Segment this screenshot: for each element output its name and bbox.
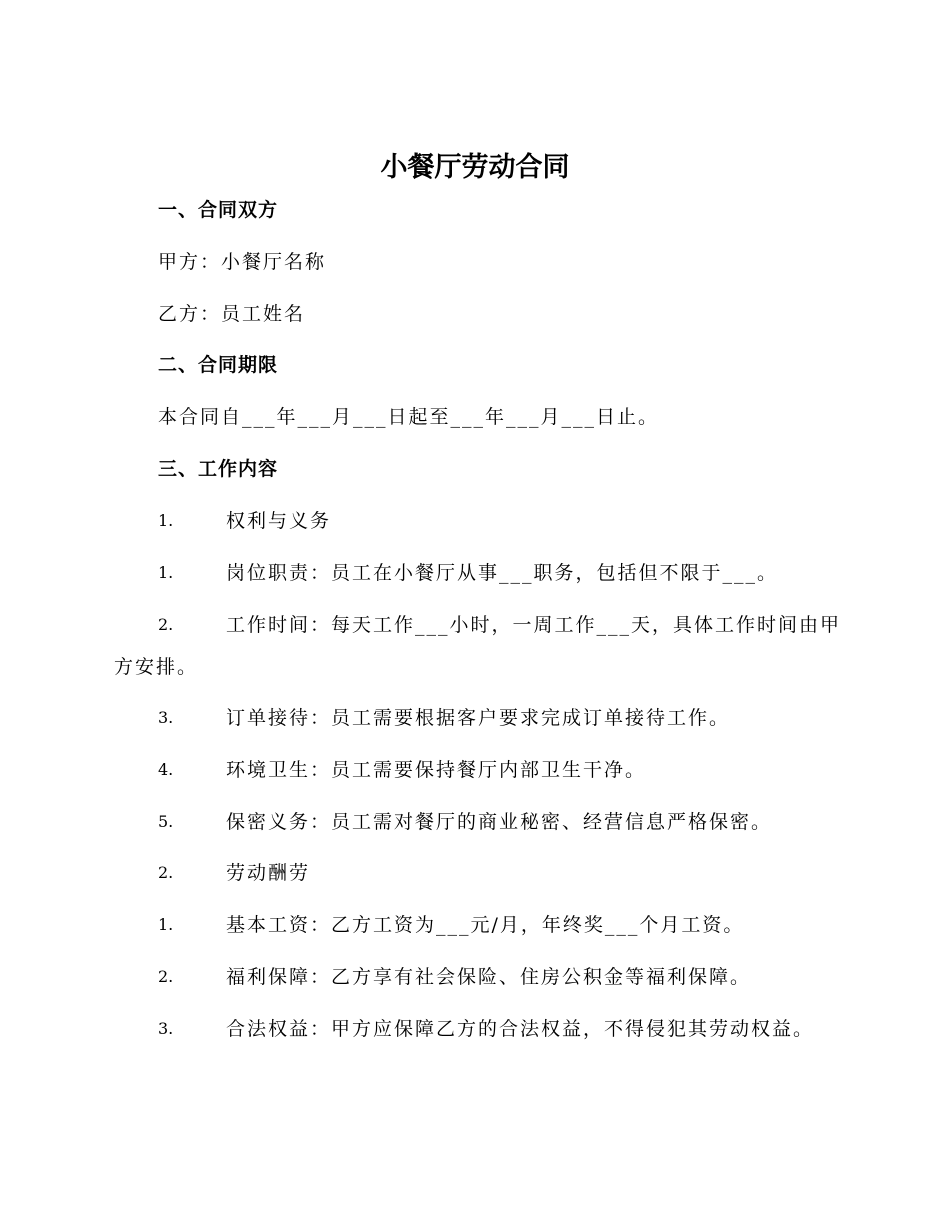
list-item-number: 3. xyxy=(158,1019,174,1038)
party-b-line: 乙方：员工姓名 xyxy=(158,303,306,325)
list-item-number: 1. xyxy=(158,915,174,934)
list-item-text: 订单接待：员工需要根据客户要求完成订单接待工作。 xyxy=(226,707,731,729)
list-item-text: 合法权益：甲方应保障乙方的合法权益，不得侵犯其劳动权益。 xyxy=(226,1018,815,1040)
list-item-work-hours xyxy=(114,611,844,688)
list-item-number: 2. xyxy=(158,863,174,882)
list-item-text: 环境卫生：员工需要保持餐厅内部卫生干净。 xyxy=(226,759,647,781)
contract-term-line: 本合同自___年___月___日起至___年___月___日止。 xyxy=(158,406,660,428)
list-item-number: 4. xyxy=(158,760,174,779)
list-item-number: 2. xyxy=(158,615,174,634)
section-heading-work: 三、工作内容 xyxy=(158,458,279,480)
list-item-text: 岗位职责：员工在小餐厅从事___职务，包括但不限于___。 xyxy=(226,562,779,584)
list-item-number: 5. xyxy=(158,812,174,831)
document-title: 小餐厅劳动合同 xyxy=(380,152,570,183)
party-a-line: 甲方：小餐厅名称 xyxy=(158,251,327,273)
list-item-text: 劳动酬劳 xyxy=(226,862,311,884)
list-item-number: 1. xyxy=(158,511,174,530)
section-heading-parties: 一、合同双方 xyxy=(158,199,279,221)
list-item-number: 3. xyxy=(158,708,174,727)
section-heading-term: 二、合同期限 xyxy=(158,354,279,376)
list-item-text: 福利保障：乙方享有社会保险、住房公积金等福利保障。 xyxy=(226,966,752,988)
list-item-text: 权利与义务 xyxy=(226,510,332,532)
list-item-text: 保密义务：员工需对餐厅的商业秘密、经营信息严格保密。 xyxy=(226,811,773,833)
list-item-number: 1. xyxy=(158,563,174,582)
list-item-number: 2. xyxy=(158,967,174,986)
list-item-text: 基本工资：乙方工资为___元/月，年终奖___个月工资。 xyxy=(226,914,745,936)
list-item-text: 工作时间：每天工作___小时，一周工作___天，具体工作时间由甲方安排。 xyxy=(114,614,842,678)
